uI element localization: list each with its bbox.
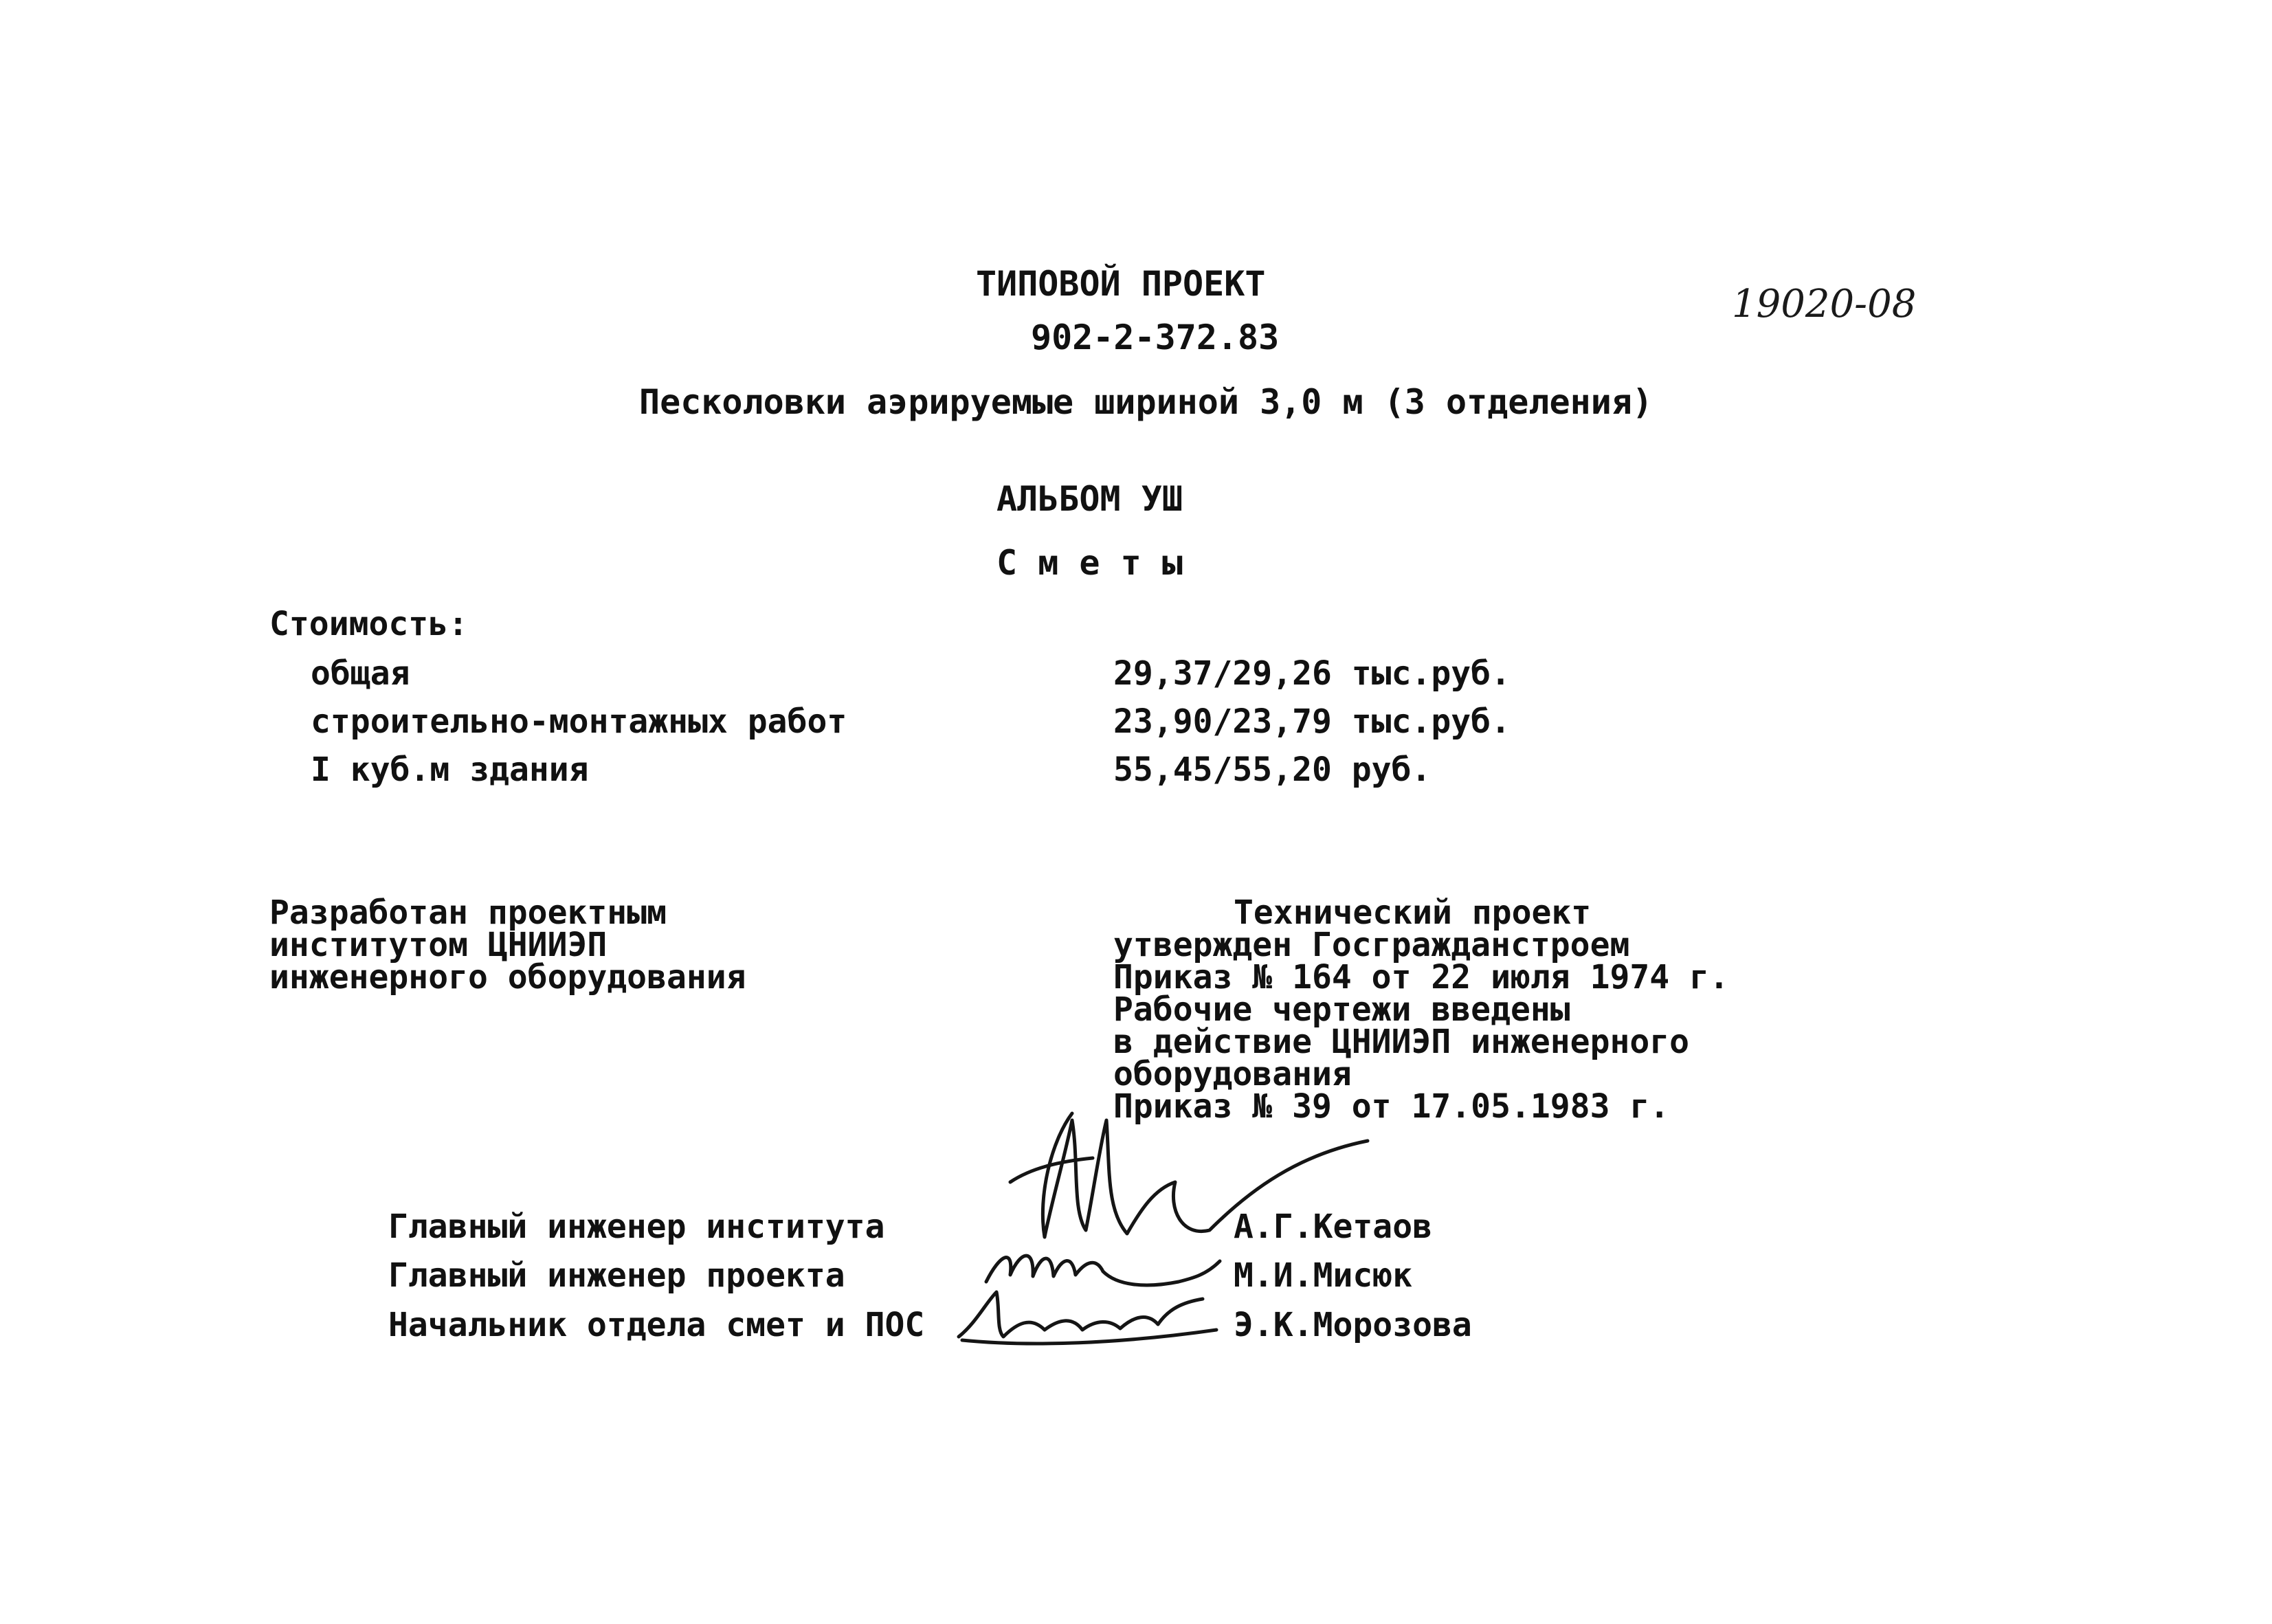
signatory-name: Э.К.Морозова [1234,1306,1472,1344]
signatory-name: М.И.Мисюк [1234,1256,1413,1295]
project-type-heading: ТИПОВОЙ ПРОЕКТ [976,264,1266,304]
signatory-role: Главный инженер проекта [388,1256,845,1295]
album-label: АЛЬБОМ УШ [996,479,1183,519]
inventory-number: 19020-08 [1732,282,1917,326]
approval-line: Приказ № 164 от 22 июля 1974 г. [1113,958,1729,997]
project-title: Песколовки аэрируемые шириной 3,0 м (3 отделения) [639,382,1653,422]
album-subtitle: С м е т ы [996,543,1183,583]
developer-line: инженерного оборудования [269,958,746,997]
approval-line: Рабочие чертежи введены [1113,990,1570,1029]
signatory-role: Начальник отдела смет и ПОС [388,1306,925,1344]
project-number: 902-2-372.83 [1031,318,1280,357]
approval-line: в действие ЦНИИЭП инженерного [1113,1023,1690,1061]
cost-row-label: I куб.м здания [311,750,589,789]
signatory-name: А.Г.Кетаов [1234,1208,1432,1246]
cost-row-value: 55,45/55,20 руб. [1113,750,1432,789]
developer-line: Разработан проектным [269,893,667,932]
approval-heading: Технический проект [1234,893,1592,932]
developer-block [269,893,746,997]
approval-line: оборудования [1113,1055,1352,1093]
developer-line: институтом ЦНИИЭП [269,926,608,964]
cost-heading: Стоимость: [269,605,468,643]
cost-row-label: строительно-монтажных работ [311,702,847,741]
approval-line: Приказ № 39 от 17.05.1983 г. [1113,1087,1670,1126]
signatory-role: Главный инженер института [388,1208,885,1246]
cost-row-value: 23,90/23,79 тыс.руб. [1113,702,1511,741]
cost-row-value: 29,37/29,26 тыс.руб. [1113,654,1511,693]
signature-head-of-estimates [948,1282,1223,1357]
approval-line: утвержден Госгражданстроем [1113,926,1630,964]
cost-row-label: общая [311,654,410,693]
